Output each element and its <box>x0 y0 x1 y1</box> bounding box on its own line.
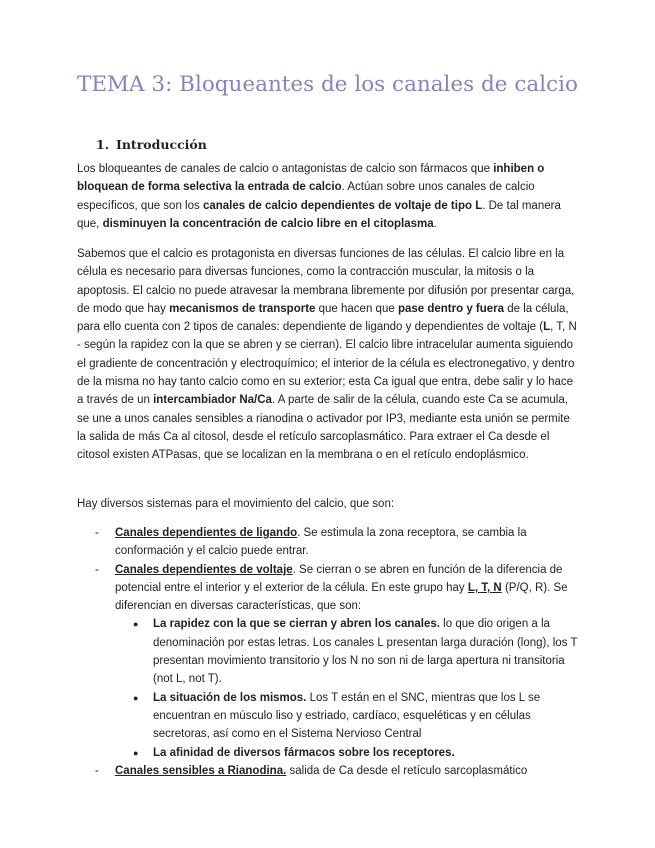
page-title: TEMA 3: Bloqueantes de los canales de calcio <box>77 72 578 97</box>
list-item-title: Canales dependientes de ligando <box>115 527 298 539</box>
text-run: Sabemos que el calcio es protagonista en diversas funciones de las células. El calcio libre en la célula es necesario para diversas funciones, como la contracción muscular, la mitosis o la apoptosis. El calcio no puede atravesar la membrana libremente por difusión por presentar carga, de modo que hay <box>77 248 575 315</box>
bullet-icon: ● <box>133 747 139 758</box>
text-run: , T, N - según la rapidez con la que se abren y se cierran). El calcio libre intracelular aumenta siguiendo el gradiente de concentración y electroquímico; el interior de la célula es electronegativo, y dentro de la misma no hay tanto calcio como en su exterior; esta Ca igual que entra, debe salir y lo hace a través de un <box>77 321 577 407</box>
bold-text: pase dentro y fuera <box>397 302 505 315</box>
dash-marker: - <box>95 764 99 777</box>
sublist <box>115 615 580 761</box>
text-run: . Actúan sobre unos canales de calcio específicos, que son los <box>77 181 535 212</box>
list-item-text: salida de Ca desde el retículo sarcoplasmático <box>286 764 528 777</box>
section-title: Introducción <box>116 137 207 152</box>
text-run: . A parte de salir de la célula, cuando este Ca se acumula, se une a unos canales sensibles a rianodina o activador por IP3, mediante esta unión se permite la salida de más Ca al citosol, desde el retículo sarcoplasmático. Para extraer el Ca desde el citosol existen ATPasas, que se localizan en la membrana o en el retículo endoplásmico. <box>77 394 570 462</box>
sublist-item-title: La rapidez con la que se cierran y abren los canales. <box>153 618 440 631</box>
dash-marker: - <box>95 527 99 539</box>
text-run: Los bloqueantes de canales de calcio o antagonistas de calcio son fármacos que <box>77 163 494 175</box>
list-item-title: Canales sensibles a Rianodina. <box>115 764 287 777</box>
sublist-item-title: La situación de los mismos. <box>153 691 307 704</box>
sublist-item <box>75 744 580 762</box>
sublist-item-text: lo que dio origen a la denominación por estas letras. Los canales L presentan larga duración (long), los T presentan movimiento transitorio y los N no son ni de larga apertura ni transitoria (not L, not T). <box>153 618 578 686</box>
channel-list <box>77 524 580 780</box>
list-item <box>77 561 580 762</box>
bold-text: inhiben o bloquean de forma selectiva la entrada de calcio <box>77 163 545 194</box>
sublist-item-title: La afinidad de diversos fármacos sobre los receptores. <box>153 746 455 759</box>
intro-paragraph <box>77 160 580 233</box>
bold-text: L <box>543 321 551 334</box>
text-run: . <box>433 217 437 230</box>
section-number: 1. <box>96 137 110 152</box>
list-item-text: . Se cierran o se abren en función de la diferencia de potencial entre el interior y el exterior de la célula. En este grupo hay <box>115 563 563 594</box>
channel-letters: L, T, N <box>467 581 502 594</box>
bold-text: disminuyen la concentración de calcio libre en el citoplasma <box>102 217 434 230</box>
list-item-text: (P/Q, R). Se diferencian en diversas características, que son: <box>115 581 568 613</box>
systems-intro: Hay diversos sistemas para el movimiento del calcio, que son: <box>77 498 395 510</box>
bold-text: mecanismos de transporte <box>169 302 316 315</box>
sublist-item <box>75 689 580 744</box>
list-item-text: . Se estimula la zona receptora, se cambia la conformación y el calcio puede entrar. <box>115 527 527 558</box>
text-run: que hacen que <box>315 302 398 315</box>
section-heading <box>96 136 207 154</box>
dash-marker: - <box>95 563 99 576</box>
bullet-icon: ● <box>133 619 139 630</box>
text-run: . De tal manera que, <box>77 199 561 230</box>
bullet-icon: ● <box>133 692 139 703</box>
sublist-item-text: Los T están en el SNC, mientras que los L se encuentran en músculo liso y estriado, cardíaco, esqueléticas y en células secretoras, así como en el Sistema Nervioso Central <box>153 691 541 741</box>
list-item <box>77 762 580 780</box>
list-item <box>77 524 580 561</box>
list-item-title: Canales dependientes de voltaje <box>115 563 293 576</box>
sublist-item <box>75 615 580 688</box>
calcium-paragraph <box>77 245 580 465</box>
bold-text: intercambiador Na/Ca <box>153 394 272 407</box>
text-run: de la célula, para ello cuenta con 2 tipos de canales: dependiente de ligando y dependientes de voltaje ( <box>77 302 569 334</box>
bold-text: canales de calcio dependientes de voltaje de tipo L <box>202 199 483 212</box>
